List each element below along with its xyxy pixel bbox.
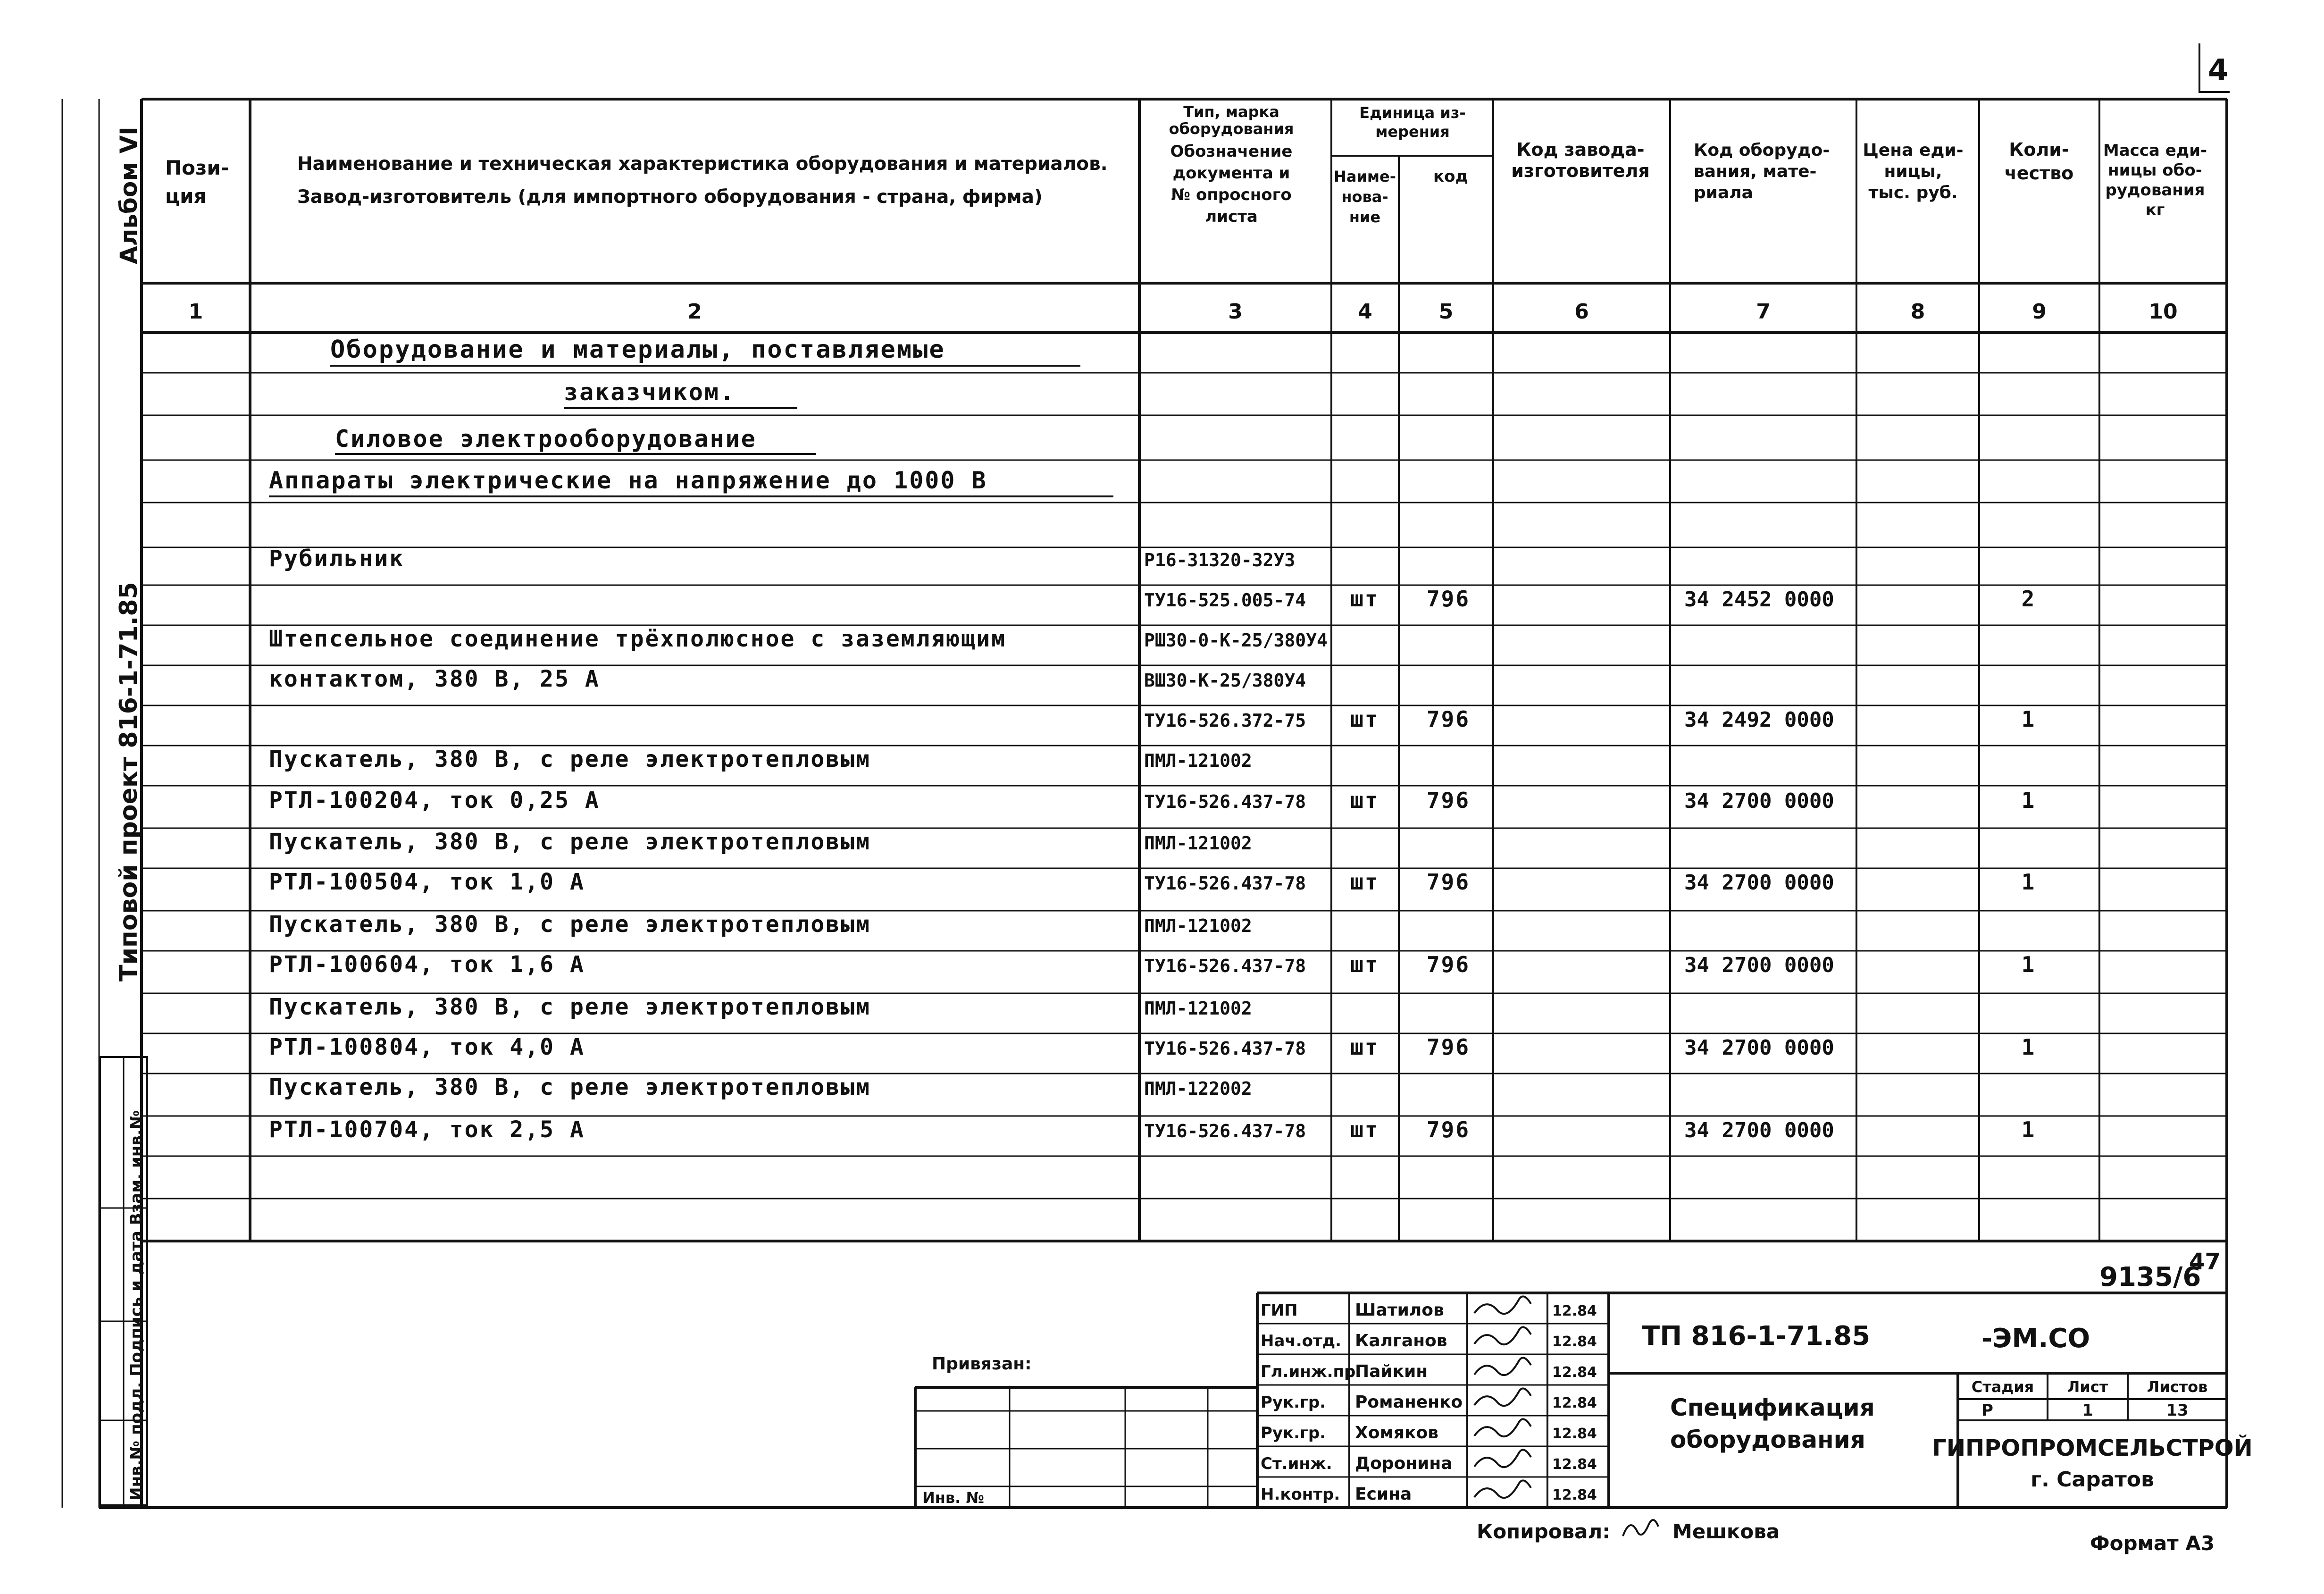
row-name: Рубильник — [269, 545, 405, 572]
header-position-2: ция — [165, 185, 207, 208]
table-row — [269, 1034, 2036, 1060]
signature-date: 12.84 — [1552, 1487, 1597, 1503]
signature-role: Н.контр. — [1261, 1485, 1340, 1504]
signature-role: Гл.инж.пр. — [1261, 1362, 1362, 1381]
org-city: г. Саратов — [2031, 1468, 2154, 1492]
header-name-2: Завод-изготовитель (для импортного оборудования - страна, фирма) — [297, 186, 1043, 208]
inv-label: Инв. № — [922, 1489, 984, 1507]
column-number-7: 7 — [1756, 300, 1771, 324]
signature-role: Рук.гр. — [1261, 1393, 1326, 1412]
row-name: Пускатель, 380 В, с реле электротепловым — [269, 1074, 871, 1100]
row-doc: РШ30-0-К-25/380У4 — [1144, 630, 1328, 651]
row-doc: ТУ16-526.437-78 — [1144, 1038, 1306, 1059]
row-name: РТЛ-100504, ток 1,0 А — [269, 869, 585, 895]
header-unitname-1: Наиме- — [1334, 168, 1396, 185]
header-equip-code-1: Код оборудо- — [1694, 141, 1830, 160]
table-row — [269, 746, 1252, 772]
signature-row — [1261, 1296, 1597, 1320]
header-unit-2: мерения — [1375, 123, 1450, 141]
header-position-1: Пози- — [165, 156, 229, 179]
privyazan-label: Привязан: — [932, 1354, 1032, 1374]
project-label: Типовой проект 816-1-71.85 — [115, 582, 143, 982]
row-name: Пускатель, 380 В, с реле электротепловым — [269, 911, 871, 938]
header-mass-2: ницы обо- — [2108, 161, 2202, 180]
signature-date: 12.84 — [1552, 1303, 1597, 1319]
row-unit-code: 796 — [1426, 1034, 1471, 1060]
row-doc: ТУ16-526.437-78 — [1144, 956, 1306, 976]
row-doc: Р16-31320-32У3 — [1144, 550, 1296, 570]
row-equipment-code: 34 2700 0000 — [1684, 953, 1834, 977]
signature-name: Шатилов — [1355, 1300, 1444, 1320]
sheet-label: Лист — [2067, 1378, 2108, 1396]
signature-name: Калганов — [1355, 1331, 1447, 1351]
people-rows — [1257, 1296, 1609, 1504]
table-row — [269, 1074, 1252, 1100]
row-name: Пускатель, 380 В, с реле электротепловым — [269, 746, 871, 772]
row-unit-code: 796 — [1426, 869, 1471, 895]
signature-name: Доронина — [1355, 1454, 1453, 1473]
signature-name: Пайкин — [1355, 1362, 1428, 1381]
signature-name: Романенко — [1355, 1393, 1463, 1412]
album-label: Альбом VI — [115, 126, 142, 264]
header-unitname-3: ние — [1349, 208, 1381, 226]
signature-mark — [1474, 1419, 1531, 1436]
signature-name: Хомяков — [1355, 1423, 1438, 1443]
column-number-1: 1 — [188, 300, 203, 324]
header-type-1: Тип, марка — [1183, 103, 1279, 121]
header-type-6: листа — [1205, 207, 1258, 226]
column-number-6: 6 — [1574, 300, 1589, 324]
header-factory-1: Код завода- — [1516, 139, 1645, 160]
row-name: РТЛ-100804, ток 4,0 А — [269, 1034, 585, 1060]
signature-row — [1261, 1480, 1597, 1504]
row-equipment-code: 34 2700 0000 — [1684, 1036, 1834, 1060]
table-row — [269, 994, 1252, 1020]
row-equipment-code: 34 2700 0000 — [1684, 1118, 1834, 1142]
row-doc: ВШ30-К-25/380У4 — [1144, 670, 1306, 691]
signature-mark — [1474, 1388, 1531, 1406]
sheet-value: 1 — [2082, 1401, 2093, 1420]
signature-mark — [1474, 1327, 1531, 1344]
table-row — [269, 951, 2036, 978]
row-doc: ПМЛ-121002 — [1144, 833, 1252, 854]
row-unit: шт — [1350, 586, 1379, 612]
copier-name: Мешкова — [1672, 1520, 1780, 1543]
row-unit-code: 796 — [1426, 1117, 1471, 1142]
header-type-5: № опросного — [1171, 185, 1292, 204]
row-quantity: 1 — [2021, 1117, 2036, 1142]
row-quantity: 1 — [2021, 706, 2036, 732]
table-row — [269, 829, 1252, 855]
header-price-3: тыс. руб. — [1868, 183, 1958, 202]
row-name: Пускатель, 380 В, с реле электротепловым — [269, 829, 871, 855]
row-doc: ТУ16-526.437-78 — [1144, 873, 1306, 894]
column-number-5: 5 — [1438, 300, 1454, 324]
doc-suffix: -ЭМ.СО — [1981, 1323, 2090, 1354]
header-price-1: Цена еди- — [1863, 141, 1964, 160]
row-name: РТЛ-100604, ток 1,6 А — [269, 951, 585, 978]
header-name-1: Наименование и техническая характеристика оборудования и материалов. — [297, 153, 1108, 175]
section-title-power: Силовое электрооборудование — [335, 425, 757, 453]
row-quantity: 1 — [2021, 788, 2036, 813]
row-quantity: 1 — [2021, 1034, 2036, 1060]
row-unit-code: 796 — [1426, 952, 1471, 977]
signature-row — [1261, 1450, 1597, 1473]
column-number-2: 2 — [687, 300, 702, 324]
signature-mark — [1474, 1480, 1531, 1498]
row-doc: ПМЛ-121002 — [1144, 750, 1252, 771]
table-row — [269, 545, 1295, 572]
row-name: контактом, 380 В, 25 А — [269, 666, 600, 692]
table-row — [1144, 586, 2036, 612]
page-number: 4 — [2208, 53, 2229, 87]
signature-mark — [1474, 1450, 1531, 1467]
section-title-apparatus: Аппараты электрические на напряжение до 1000 В — [269, 467, 987, 494]
header-unitname-2: нова- — [1341, 188, 1388, 206]
row-equipment-code: 34 2700 0000 — [1684, 871, 1834, 895]
header-qty-1: Коли- — [2009, 139, 2069, 160]
copied-by-label: Копировал: — [1477, 1520, 1611, 1543]
column-number-3: 3 — [1228, 300, 1243, 324]
signature-date: 12.84 — [1552, 1395, 1597, 1411]
stage-value: Р — [1981, 1401, 1993, 1420]
column-number-10: 10 — [2148, 300, 2178, 324]
table-row — [269, 911, 1252, 938]
header-type-2: оборудования — [1169, 120, 1294, 138]
row-unit: шт — [1350, 1034, 1379, 1060]
signature-date: 12.84 — [1552, 1456, 1597, 1473]
header-type-4: документа и — [1172, 164, 1290, 183]
signature-role: Рук.гр. — [1261, 1424, 1326, 1443]
header-equip-code-2: вания, мате- — [1694, 162, 1817, 181]
row-unit-code: 796 — [1426, 788, 1471, 813]
row-quantity: 1 — [2021, 869, 2036, 895]
header-mass-3: рудования — [2105, 181, 2205, 200]
signature-mark — [1474, 1296, 1531, 1314]
sheet-code: 9135/6 — [2099, 1262, 2201, 1292]
doc-title-1: Спецификация — [1670, 1394, 1875, 1421]
signature-role: ГИП — [1261, 1301, 1298, 1320]
stage-label: Стадия — [1971, 1378, 2034, 1396]
signature-row — [1261, 1358, 1597, 1381]
signature-role: Нач.отд. — [1261, 1332, 1342, 1351]
column-number-row — [189, 300, 2178, 324]
row-quantity: 1 — [2021, 952, 2036, 977]
signature-date: 12.84 — [1552, 1334, 1597, 1350]
table-row — [269, 626, 1328, 652]
signature-role: Ст.инж. — [1261, 1454, 1332, 1473]
table-header — [165, 103, 2207, 226]
row-name: РТЛ-100204, ток 0,25 А — [269, 787, 600, 814]
header-equip-code-3: риала — [1694, 183, 1753, 202]
header-unit-1: Единица из- — [1359, 104, 1466, 122]
table-row — [269, 666, 1306, 692]
signature-mark — [1474, 1358, 1531, 1375]
row-doc: ПМЛ-121002 — [1144, 915, 1252, 936]
row-unit-code: 796 — [1426, 706, 1471, 732]
signature-row — [1261, 1419, 1597, 1443]
sheets-value: 13 — [2166, 1401, 2189, 1420]
header-mass-4: кг — [2145, 201, 2165, 219]
row-name: Штепсельное соединение трёхполюсное с заземляющим — [269, 626, 1007, 652]
table-row — [269, 1116, 2036, 1143]
header-unitcode: код — [1433, 167, 1468, 186]
signature-row — [1261, 1388, 1597, 1412]
column-number-4: 4 — [1358, 300, 1372, 324]
format-label: Формат А3 — [2090, 1532, 2215, 1555]
row-name: РТЛ-100704, ток 2,5 А — [269, 1116, 585, 1143]
header-price-2: ницы, — [1884, 162, 1942, 181]
row-doc: ТУ16-526.437-78 — [1144, 791, 1306, 812]
row-equipment-code: 34 2492 0000 — [1684, 708, 1834, 732]
row-quantity: 2 — [2021, 586, 2036, 612]
sheets-label: Листов — [2147, 1378, 2208, 1396]
spec-table-body — [269, 545, 2036, 1143]
signature-date: 12.84 — [1552, 1426, 1597, 1442]
header-factory-2: изготовителя — [1511, 160, 1650, 181]
section-title-equipment-2: заказчиком. — [564, 378, 736, 406]
row-doc: ПМЛ-122002 — [1144, 1078, 1252, 1099]
column-number-9: 9 — [2032, 300, 2047, 324]
row-equipment-code: 34 2700 0000 — [1684, 789, 1834, 813]
table-row — [269, 787, 2036, 814]
row-unit: шт — [1350, 1117, 1379, 1142]
row-unit: шт — [1350, 869, 1379, 895]
row-unit-code: 796 — [1426, 586, 1471, 612]
doc-title-2: оборудования — [1670, 1426, 1865, 1453]
row-unit: шт — [1350, 788, 1379, 813]
sheet-code-sup: 47 — [2189, 1249, 2221, 1275]
row-unit: шт — [1350, 706, 1379, 732]
row-doc: ТУ16-526.437-78 — [1144, 1121, 1306, 1141]
signature-date: 12.84 — [1552, 1364, 1597, 1381]
org-name: ГИПРОПРОМСЕЛЬСТРОЙ — [1932, 1435, 2253, 1461]
header-qty-2: чество — [2004, 163, 2074, 184]
row-doc: ПМЛ-121002 — [1144, 998, 1252, 1019]
row-name: Пускатель, 380 В, с реле электротепловым — [269, 994, 871, 1020]
row-unit: шт — [1350, 952, 1379, 977]
header-type-3: Обозначение — [1170, 142, 1293, 161]
row-doc: ТУ16-525.005-74 — [1144, 590, 1306, 611]
row-doc: ТУ16-526.372-75 — [1144, 710, 1306, 731]
signature-row — [1261, 1327, 1597, 1351]
stamp-text: Инв.№ подл. Подпись и дата Взам. инв.№ — [127, 1110, 146, 1501]
section-title-equipment-1: Оборудование и материалы, поставляемые — [330, 336, 945, 364]
copier-signature — [1623, 1520, 1658, 1536]
table-row — [269, 869, 2036, 895]
title-block — [915, 1293, 2253, 1508]
table-row — [1144, 706, 2036, 732]
column-number-8: 8 — [1910, 300, 1925, 324]
row-equipment-code: 34 2452 0000 — [1684, 587, 1834, 612]
header-mass-1: Масса еди- — [2103, 141, 2207, 160]
signature-name: Есина — [1355, 1485, 1412, 1504]
doc-code: ТП 816-1-71.85 — [1642, 1321, 1871, 1351]
